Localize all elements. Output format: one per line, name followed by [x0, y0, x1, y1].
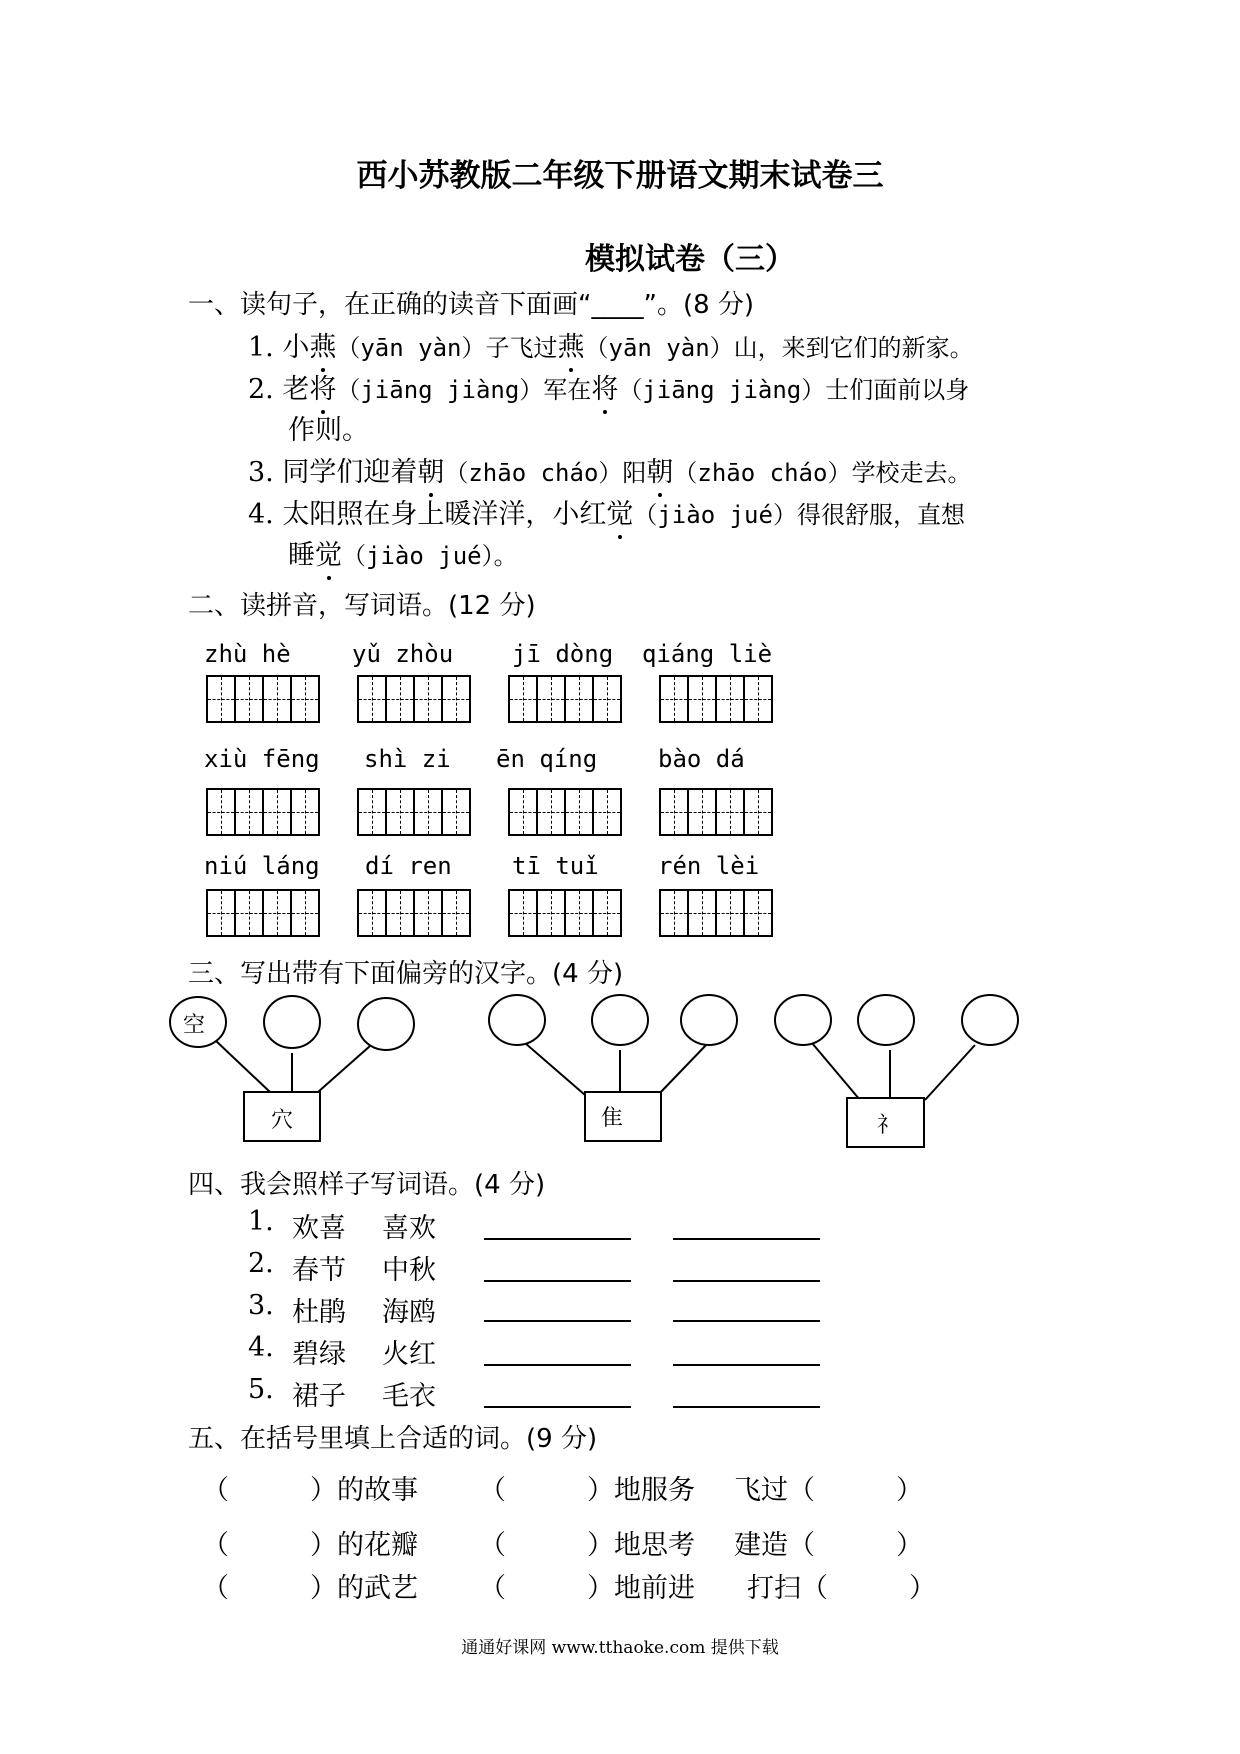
dotted-char: 燕	[309, 325, 336, 364]
dotted-char: 朝	[646, 450, 673, 489]
dotted-char: 燕	[558, 325, 585, 364]
answer-circle[interactable]	[775, 995, 831, 1045]
answer-circle[interactable]	[962, 995, 1018, 1045]
fill-phrase: 打扫（ ）	[747, 1573, 936, 1604]
item-text: 老	[282, 374, 310, 405]
page-subtitle: 模拟试卷（三）	[585, 242, 795, 277]
s4-item-number: 2.	[248, 1248, 274, 1279]
answer-circle[interactable]	[592, 995, 648, 1045]
item-text: （zhāo cháo）阳	[444, 459, 647, 487]
footer-text: 通通好课网 www.tthaoke.com 提供下载	[461, 1638, 779, 1658]
s4-word-b: 中秋	[382, 1255, 436, 1286]
section5-heading: 五、在括号里填上合适的词。(9 分)	[188, 1424, 598, 1454]
item-text: 太阳照在身上暖洋洋，小红	[282, 499, 607, 530]
radical-label: 礻	[877, 1113, 900, 1138]
s4-word-a: 裙子	[292, 1381, 346, 1412]
item-text: 同学们迎着	[282, 457, 418, 488]
s4-item-number: 5.	[248, 1374, 274, 1405]
answer-blank[interactable]	[673, 1320, 820, 1322]
pinyin-label: shì zi	[364, 745, 451, 773]
section1-heading: 一、读句子，在正确的读音下面画“____”。(8 分)	[188, 290, 755, 320]
answer-blank[interactable]	[484, 1280, 631, 1282]
section4-heading: 四、我会照样子写词语。(4 分)	[188, 1170, 546, 1200]
item-text: 小	[282, 332, 310, 363]
s4-word-a: 碧绿	[292, 1339, 346, 1370]
fill-phrase: （ ）的武艺	[202, 1573, 418, 1604]
s4-word-b: 海鸥	[382, 1297, 436, 1328]
pinyin-label: dí ren	[365, 852, 452, 880]
fill-phrase: （ ）地思考	[479, 1530, 695, 1561]
item-text: （jiào jué）得很舒服，直想	[633, 501, 965, 529]
s4-item-number: 3.	[248, 1290, 274, 1321]
pinyin-label: xiù fēng	[204, 745, 320, 773]
item-number: 2.	[248, 374, 274, 405]
item-number: 4.	[248, 499, 274, 530]
item-text: （yān yàn）山，来到它们的新家。	[584, 334, 974, 362]
dotted-char: 朝	[417, 450, 444, 489]
answer-circle[interactable]	[681, 995, 737, 1045]
s4-item-number: 1.	[248, 1206, 274, 1237]
pinyin-label: zhù hè	[204, 640, 291, 668]
answer-blank[interactable]	[484, 1320, 631, 1322]
answer-blank[interactable]	[484, 1238, 631, 1240]
pinyin-label: rén lèi	[658, 852, 760, 880]
answer-blank[interactable]	[673, 1280, 820, 1282]
fill-phrase: 飞过（ ）	[734, 1475, 923, 1506]
answer-circle[interactable]	[264, 996, 320, 1048]
dotted-char: 觉	[315, 533, 342, 572]
fill-phrase: 建造（ ）	[734, 1530, 923, 1561]
pinyin-label: qiáng liè	[642, 640, 773, 668]
pinyin-label: niú láng	[204, 852, 320, 880]
fill-phrase: （ ）地服务	[479, 1475, 695, 1506]
s4-word-b: 毛衣	[382, 1381, 436, 1412]
item-text: （jiào jué）。	[342, 542, 518, 570]
item-text: （yān yàn）子飞过	[336, 334, 558, 362]
section2-heading: 二、读拼音，写词语。(12 分)	[188, 591, 536, 621]
s4-word-b: 喜欢	[382, 1213, 436, 1244]
item-number: 1.	[248, 332, 274, 363]
answer-blank[interactable]	[673, 1238, 820, 1240]
pinyin-label: bào dá	[658, 745, 745, 773]
pinyin-label: ēn qíng	[496, 745, 598, 773]
item-number: 3.	[248, 457, 274, 488]
fill-phrase: （ ）地前进	[479, 1573, 695, 1604]
item-text: （zhāo cháo）学校走去。	[673, 459, 972, 487]
fill-phrase: （ ）的花瓣	[202, 1530, 418, 1561]
radical-label: 穴	[271, 1108, 294, 1133]
s4-item-number: 4.	[248, 1332, 274, 1363]
pinyin-label: yǔ zhòu	[352, 640, 454, 668]
s4-word-a: 欢喜	[292, 1213, 346, 1244]
s4-word-a: 杜鹃	[292, 1297, 346, 1328]
answer-blank[interactable]	[673, 1364, 820, 1366]
section3-heading: 三、写出带有下面偏旁的汉字。(4 分)	[188, 959, 624, 989]
s4-word-a: 春节	[292, 1255, 346, 1286]
example-char: 空	[183, 1013, 206, 1038]
answer-blank[interactable]	[484, 1406, 631, 1408]
dotted-char: 觉	[606, 492, 633, 531]
radical-label: 隹	[601, 1106, 624, 1131]
item-text: 睡	[288, 540, 315, 571]
item-text: （jiāng jiàng）军在	[336, 376, 592, 404]
answer-blank[interactable]	[484, 1364, 631, 1366]
dotted-char: 将	[309, 367, 336, 406]
pinyin-label: tī tuǐ	[512, 852, 599, 880]
s1-item-2-cont: 作则。	[288, 415, 369, 446]
dotted-char: 将	[591, 367, 618, 406]
fill-phrase: （ ）的故事	[202, 1475, 418, 1506]
answer-circle[interactable]	[489, 995, 545, 1045]
pinyin-label: jī dòng	[512, 640, 614, 668]
answer-circle[interactable]	[858, 995, 914, 1045]
item-text: （jiāng jiàng）士们面前以身	[618, 376, 970, 404]
page-title: 西小苏教版二年级下册语文期末试卷三	[356, 158, 884, 194]
s4-word-b: 火红	[382, 1339, 436, 1370]
answer-blank[interactable]	[673, 1406, 820, 1408]
answer-circle[interactable]	[358, 998, 414, 1050]
